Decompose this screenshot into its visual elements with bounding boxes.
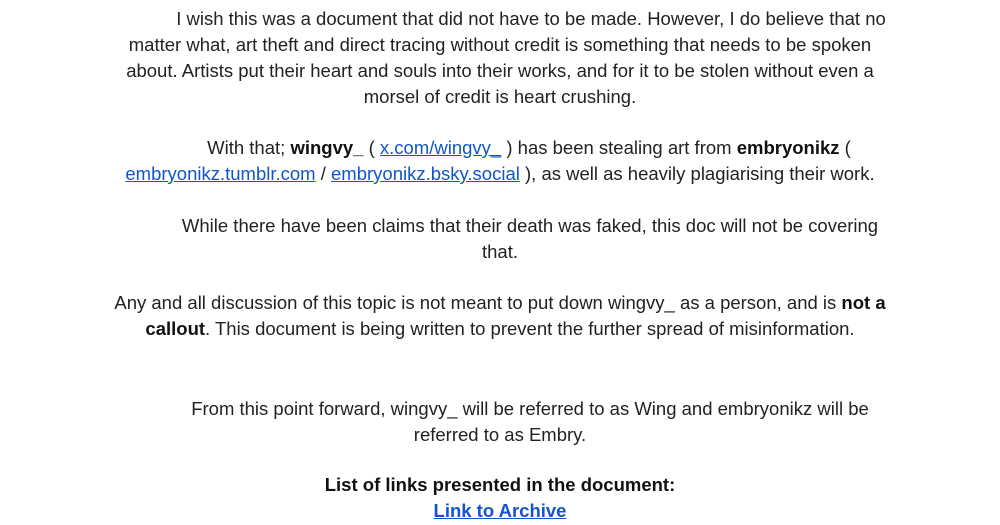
accusation-intro: With that; <box>207 137 291 158</box>
link-separator: / <box>315 163 332 184</box>
links-section <box>110 472 890 524</box>
bsky-link[interactable]: embryonikz.bsky.social <box>331 163 520 184</box>
intro-text: I wish this was a document that did not have to be made. However, I do believe that no matter what, art theft and direct tracing without credit is something that needs to be spoken about. Artists put their heart and souls into their works, and for it to be stolen without even a morsel of credit is heart crushing. <box>126 8 886 107</box>
accusation-end: ), as well as heavily plagiarising their work. <box>519 163 875 184</box>
archive-link[interactable]: Link to Archive <box>433 500 567 521</box>
accusation-paragraph <box>110 135 890 187</box>
death-claims-paragraph <box>110 213 890 265</box>
disclaimer-before: Any and all discussion of this topic is not meant to put down wingvy_ as a person, and is <box>114 292 842 313</box>
not-callout-bold: not a callout <box>145 292 886 339</box>
paren-open-1: ( <box>363 137 380 158</box>
accused-name: wingvy_ <box>290 137 364 158</box>
naming-text: From this point forward, wingvy_ will be referred to as Wing and embryonikz will be referred to as Embry. <box>191 398 869 445</box>
accusation-middle: ) has been stealing art from <box>501 137 737 158</box>
x-profile-link[interactable]: x.com/wingvy_ <box>379 137 502 158</box>
links-heading: List of links presented in the document: <box>324 474 676 495</box>
naming-paragraph <box>110 396 890 448</box>
tumblr-link[interactable]: embryonikz.tumblr.com <box>125 163 316 184</box>
artist-name: embryonikz <box>736 137 840 158</box>
disclaimer-after: . This document is being written to prevent the further spread of misinformation. <box>205 318 855 339</box>
death-claims-text: While there have been claims that their death was faked, this doc will not be covering that. <box>181 215 879 262</box>
disclaimer-paragraph <box>110 290 890 342</box>
intro-paragraph <box>110 6 890 110</box>
paren-open-2: ( <box>839 137 851 158</box>
